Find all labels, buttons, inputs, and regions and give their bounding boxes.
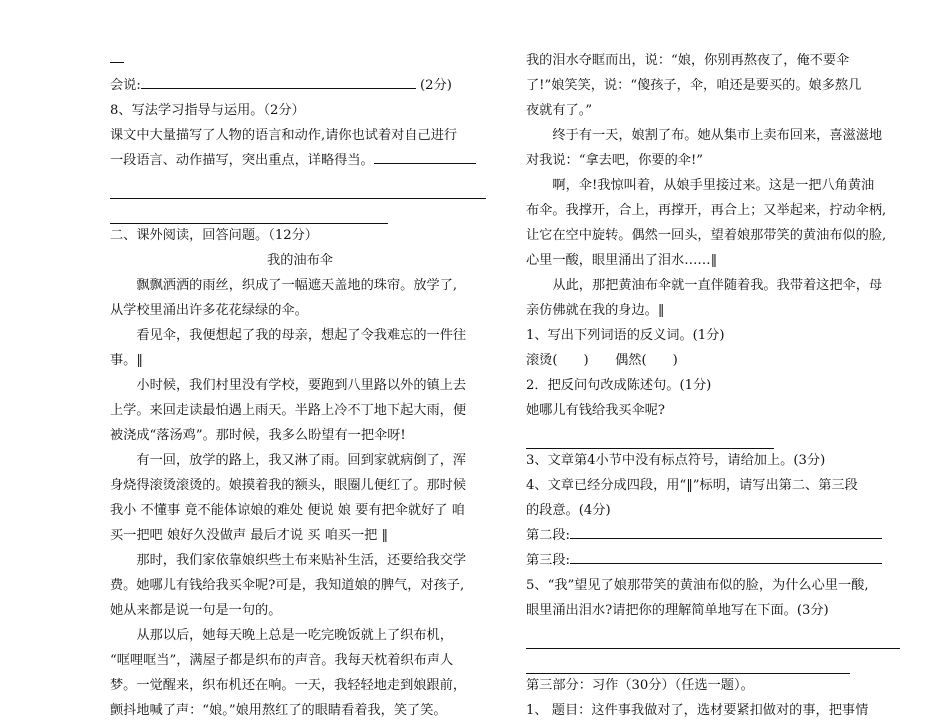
essay-line: 小时候，我们村里没有学校，要跑到八里路以外的镇上去 [136,378,467,393]
essay-line: 终于有一天，娘割了布。她从集市上卖布回来，喜滋滋地 [552,128,883,143]
q4-seg3-label: 第三段: [526,553,571,568]
essay-line: 梦。一觉醒来，织布机还在响。一天，我轻轻地走到娘跟前， [110,678,467,693]
q4-seg2-blank[interactable] [570,523,882,539]
essay-line: 我小 不懂事 竟不能体谅娘的难处 便说 娘 要有把伞就好了 咱 [110,503,465,518]
essay-line: 了!”娘笑笑，说：“傻孩子，伞，咱还是要买的。娘多熬几 [526,78,862,93]
q5-answer-line-2[interactable] [526,648,850,674]
essay-line: 颤抖地喊了声：“娘。”娘用熬红了的眼睛看着我，笑了笑。 [110,703,447,718]
q8-line2 [110,148,490,173]
question-5-line1: 5、“我”望见了娘那带笑的黄油布似的脸，为什么心里一酸, [526,578,869,593]
question-2: 2．把反问句改成陈述句。(1分) [526,378,712,393]
q8-blank-inline[interactable] [374,148,476,164]
essay-line: 从学校里涌出许多花花绿绿的伞。 [110,303,308,318]
essay-line: 对我说：“拿去吧，你要的伞!” [526,153,704,168]
q1-paren-close: ) [583,353,589,368]
q8-answer-line-2[interactable] [110,198,388,224]
left-column [110,48,490,723]
essay-line: 心里一酸，眼里涌出了泪水……‖ [526,253,718,268]
essay-line: 事。‖ [110,353,143,368]
q4-segment3 [526,548,904,573]
question-5-line2: 眼里涌出泪水?请把你的理解简单地写在下面。(3分) [526,603,829,618]
question-1: 1、写出下列词语的反义词。(1分) [526,328,725,343]
essay-line: 从此，那把黄油布伞就一直伴随着我。我带着这把伞，母 [552,278,883,293]
q4-seg2-label: 第二段: [526,528,571,543]
essay-line: 看见伞，我便想起了我的母亲，想起了令我难忘的一件往 [136,328,467,343]
essay-line: 上学。来回走读最怕遇上雨天。半路上冷不丁地下起大雨，便 [110,403,467,418]
essay-title: 我的油布伞 [267,253,333,268]
essay-line: 让它在空中旋转。偶然一回头，望着娘那带笑的黄油布似的脸, [526,228,887,243]
essay-line: 亲仿佛就在我的身边。‖ [526,303,665,318]
question-4-line1: 4、文章已经分成四段，用“‖”标明，请写出第二、第三段 [526,478,858,493]
essay-line: 被浇成“落汤鸡”。那时候，我多么盼望有一把伞呀! [110,428,406,443]
essay-line: 身烧得滚烫滚烫的。娘摸着我的额头，眼圈儿便红了。那时候 [110,478,467,493]
essay-line: 那时，我们家依靠娘织些土布来贴补生活，还要给我交学 [136,553,467,568]
essay-line: 她从来都是说一句是一句的。 [110,603,282,618]
q8-answer-line-1[interactable] [110,173,486,199]
q5-answer-line-1[interactable] [526,623,900,649]
q7-answer-line [110,73,490,98]
q1-antonyms [526,348,904,373]
q1-paren-close: ) [672,353,678,368]
section2-title: 二、课外阅读，回答问题。（12分） [110,228,318,243]
q1-word1: 滚烫( [526,353,558,368]
essay-line: 布伞。我撑开，合上，再撑开，再合上；又举起来，拧动伞柄, [526,203,887,218]
q4-seg3-blank[interactable] [570,548,882,564]
q2-sentence: 她哪儿有钱给我买伞呢? [526,403,665,418]
essay-line: 我的泪水夺眶而出，说：“娘，你别再熬夜了，俺不要伞 [526,53,850,68]
q7-label: 会说: [110,78,141,93]
q2-answer-line[interactable] [526,423,774,449]
essay-line: 夜就有了。” [526,103,593,118]
right-column [526,48,904,723]
q7-blank[interactable] [141,73,416,89]
q8-line1: 课文中大量描写了人物的语言和动作,请你也试着对自己进行 [110,128,458,143]
essay-line: 有一回，放学的路上，我又淋了雨。回到家就病倒了，浑 [136,453,467,468]
question-4-line2: 的段意。(4分) [526,503,611,518]
q7-points: (2分) [420,78,452,93]
question-3: 3、文章第4小节中没有标点符号，请给加上。(3分) [526,453,826,468]
essay-line: 飘飘洒洒的雨丝，织成了一幅遮天盖地的珠帘。放学了, [136,278,458,293]
essay-line: 啊，伞!我惊叫着，从娘手里接过来。这是一把八角黄油 [552,178,875,193]
q1-word2: 偶然( [615,353,647,368]
essay-line: 费。她哪儿有钱给我买伞呢?可是，我知道娘的脾气，对孩子, [110,578,465,593]
q8-line2-text: 一段语言、动作描写，突出重点，详略得当。 [110,153,374,168]
essay-line: “哐哩哐当”，满屋子都是织布的声音。我每天枕着织布声人 [110,653,454,668]
part3-item1: 1、 题目：这件事我做对了，选材要紧扣做对的事，把事情 [526,703,869,718]
q4-segment2 [526,523,904,548]
leading-dash [110,48,490,73]
q8-title: 8、写法学习指导与运用。（2分） [110,103,305,118]
essay-line: 买一把吧 娘好久没做声 最后才说 买 咱买一把 ‖ [110,528,389,543]
part3-title: 第三部分：习作（30分）（任选一题）。 [526,678,754,693]
essay-line: 从那以后，她每天晚上总是一吃完晚饭就上了织布机， [136,628,453,643]
